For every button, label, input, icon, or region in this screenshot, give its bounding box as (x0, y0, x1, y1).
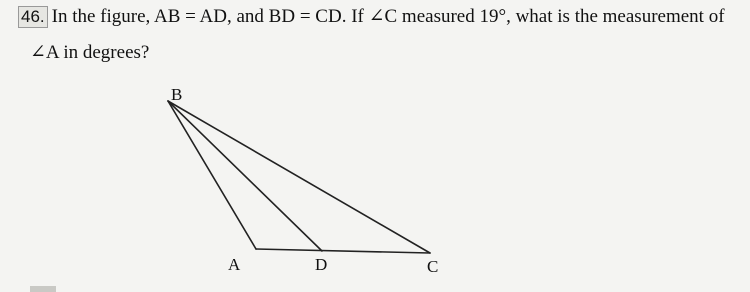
segment-bc (168, 101, 430, 253)
vertex-label-b: B (171, 85, 183, 104)
next-question-edge (30, 286, 56, 292)
segment-ac (256, 249, 430, 253)
vertex-label-a: A (228, 255, 241, 274)
question-number: 46. (18, 6, 48, 28)
question-text: In the figure, AB = AD, and BD = CD. If ∠C measured 19°, what is the measurement of (51, 6, 725, 27)
segment-ab (168, 101, 256, 249)
vertex-label-c: C (427, 257, 439, 276)
question-text-line-2: ∠A in degrees? (30, 42, 150, 63)
vertex-label-d: D (315, 255, 328, 274)
segment-bd (168, 101, 322, 251)
